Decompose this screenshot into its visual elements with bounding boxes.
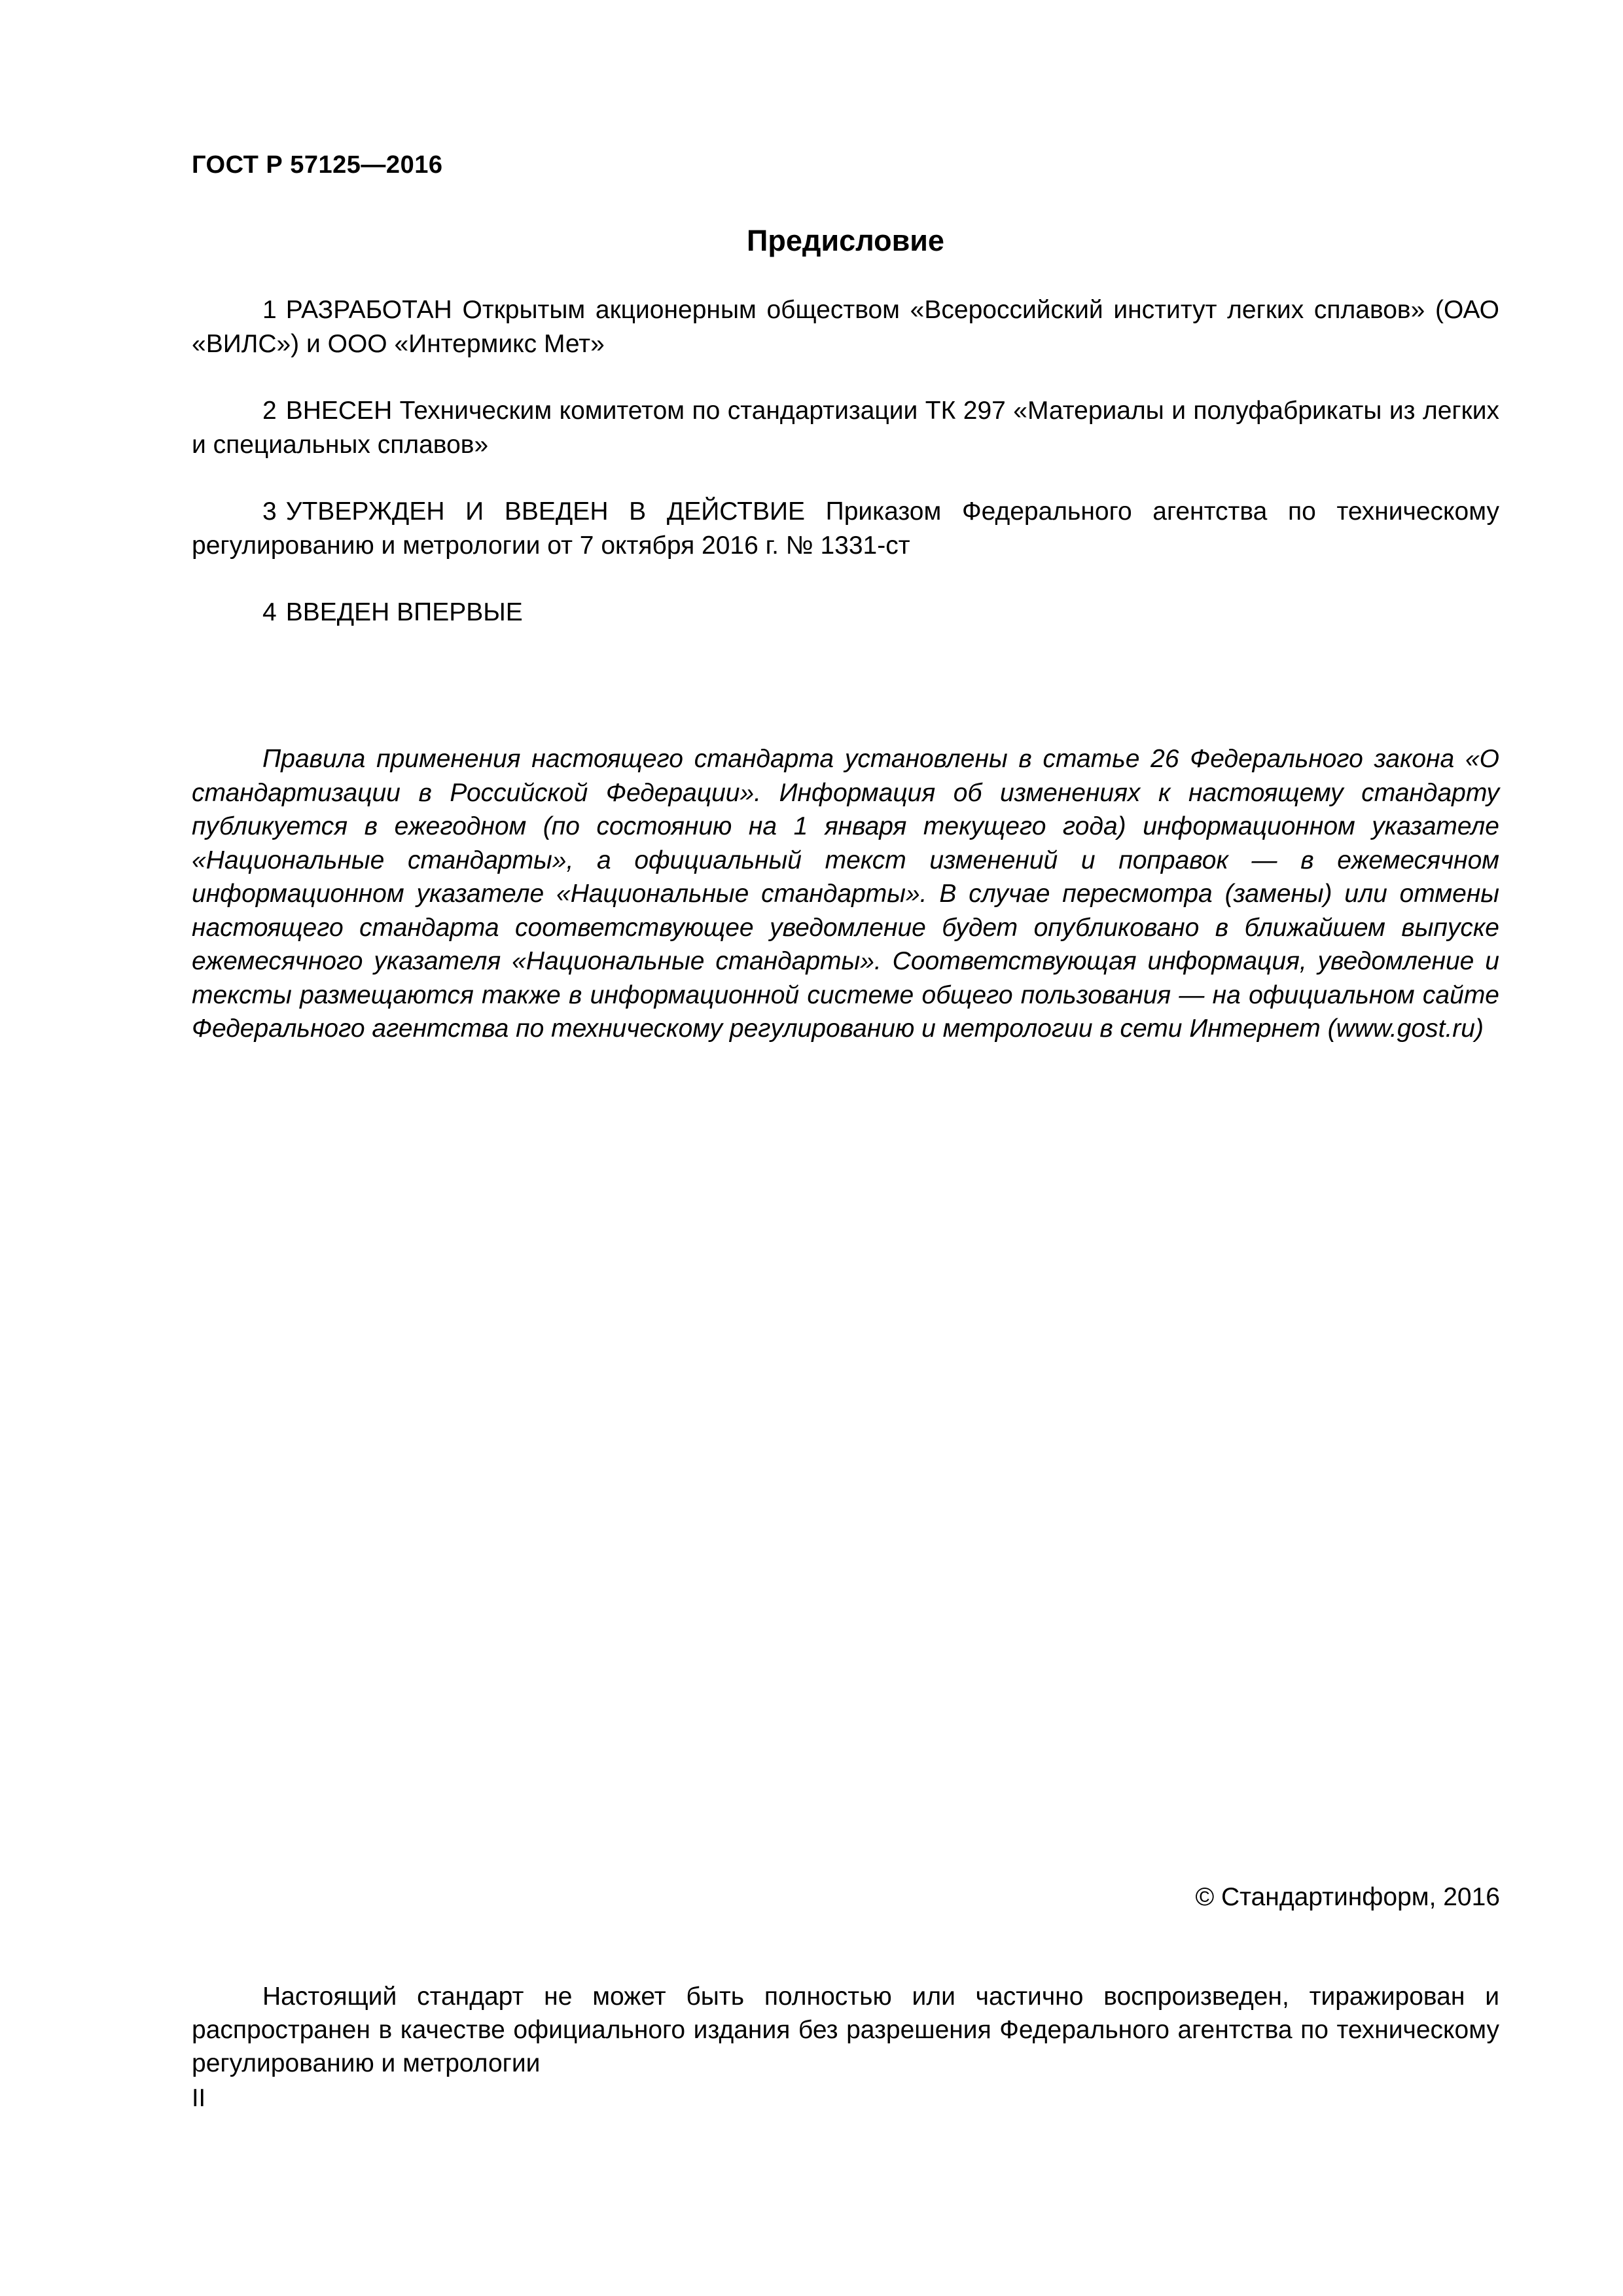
application-rules-notice: Правила применения настоящего стандарта установлены в статье 26 Федерального закона «О стандартизации в Российской Федерации». Информация об изменениях к настоящему стандарту публикуется в ежегодном (по состоянию на 1 января текущего года) информационном указателе «Национальные стандарты», а официальный текст изменений и поправок — в ежемесячном информационном указателе «Национальные стандарты». В случае пересмотра (замены) или отмены настоящего стандарта соответствующее уведомление будет опубликовано в ближайшем выпуске ежемесячного указателя «Национальные стандарты». Соответствующая информация, уведомление и тексты размещаются также в информационной системе общего пользования — на официальном сайте Федерального агентства по техническому регулированию и метрологии в сети Интернет (www.gost.ru) xyxy=(192,745,1499,1043)
preface-item xyxy=(192,495,1499,563)
preface-item xyxy=(192,596,1499,630)
item-number: 4 xyxy=(262,598,277,626)
preface-item xyxy=(192,394,1499,462)
item-text: ВНЕСЕН Техническим комитетом по стандартизации ТК 297 «Материалы и полуфабрикаты из легких и специальных сплавов» xyxy=(192,397,1499,459)
item-text: ВВЕДЕН ВПЕРВЫЕ xyxy=(285,598,523,626)
preface-item xyxy=(192,293,1499,361)
page-title: Предисловие xyxy=(747,224,944,257)
reproduction-notice: Настоящий стандарт не может быть полностью или частично воспроизведен, тиражирован и распространен в качестве официального издания без разрешения Федерального агентства по техническому регулированию и метрологии xyxy=(192,1982,1499,2077)
item-number: 1 xyxy=(262,296,277,324)
copyright-line: © Стандартинформ, 2016 xyxy=(1195,1883,1500,1911)
preface-items xyxy=(192,293,1499,662)
item-text: УТВЕРЖДЕН И ВВЕДЕН В ДЕЙСТВИЕ Приказом Федерального агентства по техническому регулированию и метрологии от 7 октября 2016 г. № 1331-ст xyxy=(192,497,1499,560)
item-text: РАЗРАБОТАН Открытым акционерным обществом «Всероссийский институт легких сплавов» (ОАО «ВИЛС») и ООО «Интермикс Мет» xyxy=(192,296,1499,358)
item-number: 3 xyxy=(262,497,277,526)
item-number: 2 xyxy=(262,397,277,425)
page-number: II xyxy=(192,2085,206,2112)
document-code: ГОСТ Р 57125—2016 xyxy=(192,151,443,179)
